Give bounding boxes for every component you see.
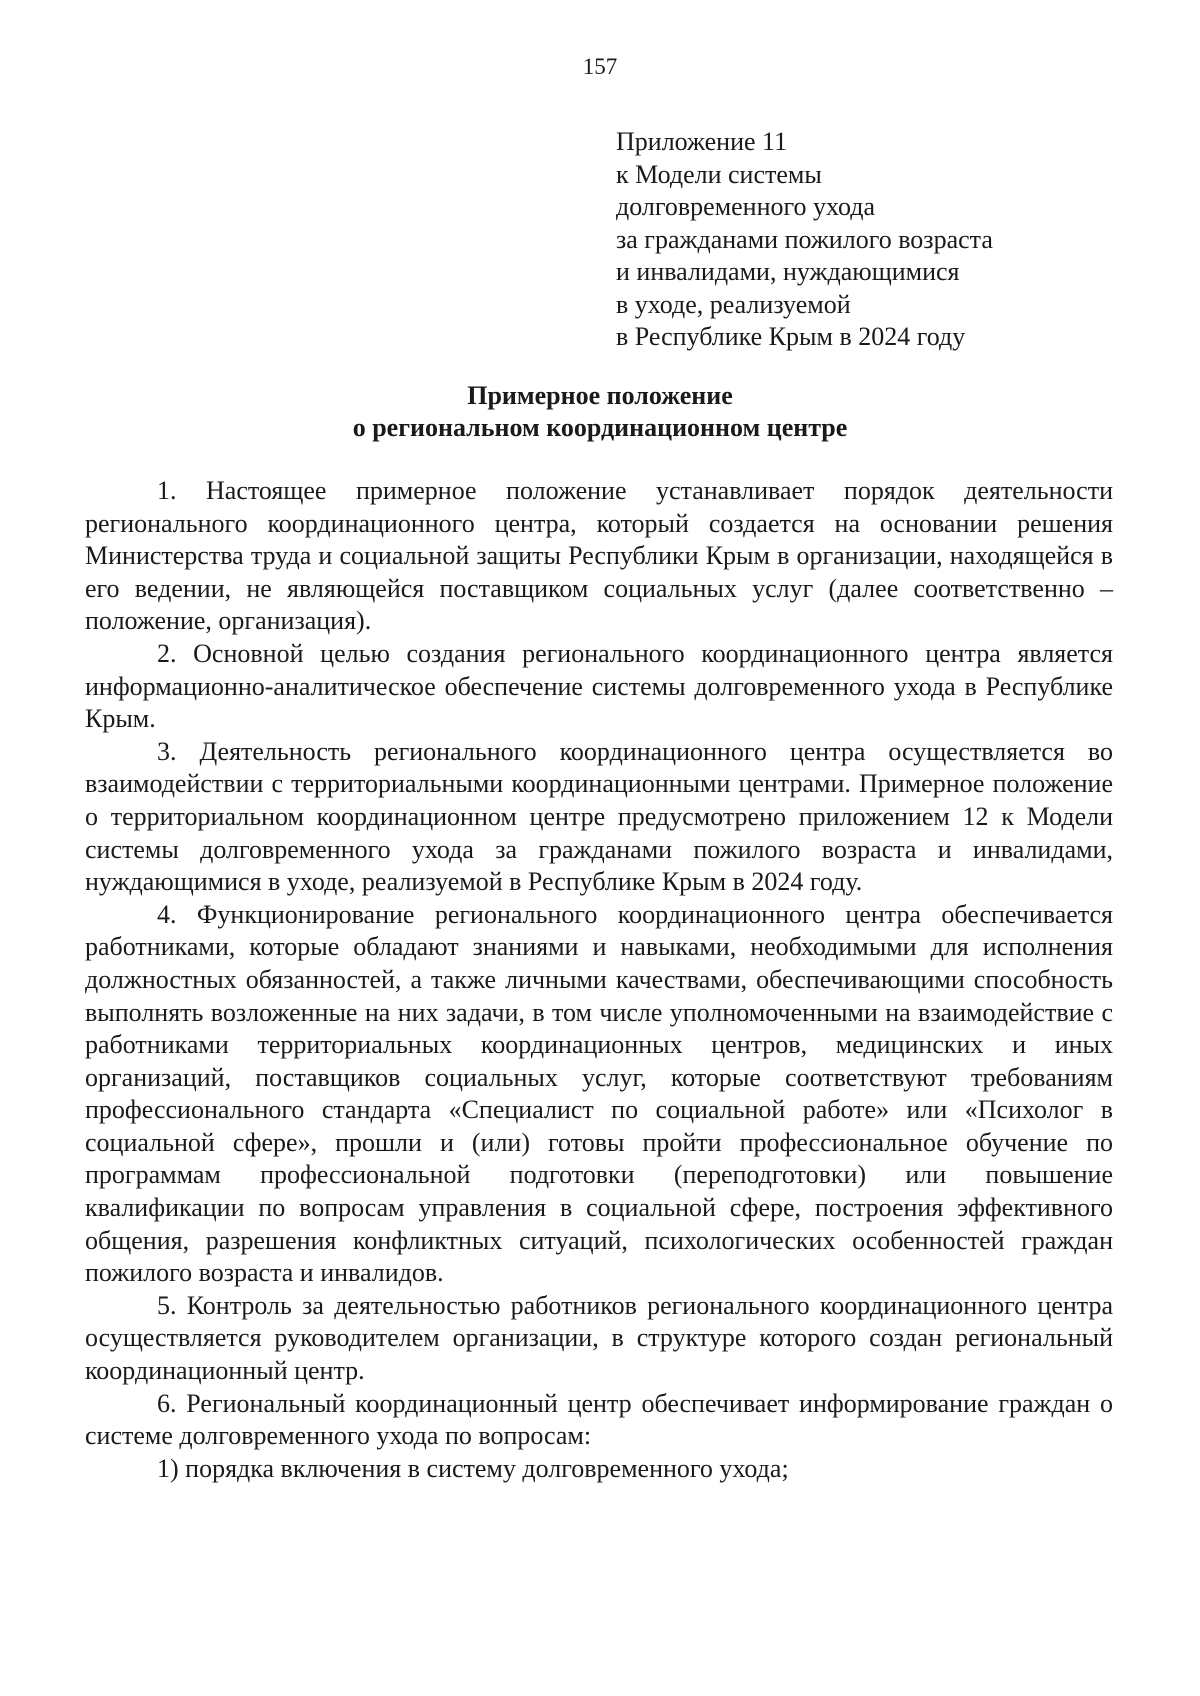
- paragraph-6: 6. Региональный координационный центр обеспечивает информирование граждан о системе долговременного ухода по вопросам:: [85, 1388, 1113, 1451]
- paragraph-3: 3. Деятельность регионального координационного центра осуществляется во взаимодействии с территориальными координационными центрами. Примерное положение о территориальном координационном центре предусмотрено приложением 12 к Модели системы долговременного ухода за гражданами пожилого возраста и инвалидами, нуждающимися в уходе, реализуемой в Республике Крым в 2024 году.: [85, 736, 1113, 897]
- appendix-line: и инвалидами, нуждающимися: [616, 257, 960, 286]
- appendix-line: Приложение 11: [616, 127, 788, 156]
- appendix-line: за гражданами пожилого возраста: [616, 224, 993, 254]
- page-number: 157: [582, 54, 618, 79]
- appendix-reference: [616, 126, 993, 354]
- paragraph-4: 4. Функционирование регионального координационного центра обеспечивается работниками, которые обладают знаниями и навыками, необходимыми для исполнения должностных обязанностей, а также личными качествами, обеспечивающими способность выполнять возложенные на них задачи, в том числе уполномоченными на взаимодействие с работниками территориальных координационных центров, медицинских и иных организаций, поставщиков социальных услуг, которые соответствуют требованиям профессионального стандарта «Специалист по социальной работе» или «Психолог в социальной сфере», прошли и (или) готовы пройти профессиональное обучение по программам профессиональной подготовки (переподготовки) или повышение квалификации по вопросам управления в социальной сфере, построения эффективного общения, разрешения конфликтных ситуаций, психологических особенностей граждан пожилого возраста и инвалидов.: [85, 899, 1113, 1288]
- appendix-line: к Модели системы: [616, 159, 822, 189]
- appendix-line: долговременного ухода: [616, 192, 876, 221]
- title-line: Примерное положение: [467, 381, 733, 410]
- paragraph-1: 1. Настоящее примерное положение устанавливает порядок деятельности регионального координационного центра, который создается на основании решения Министерства труда и социальной защиты Республики Крым в организации, находящейся в его ведении, не являющейся поставщиком социальных услуг (далее соответственно – положение, организация).: [85, 476, 1113, 636]
- paragraph-2: 2. Основной целью создания регионального координационного центра является информационно-аналитическое обеспечение системы долговременного ухода в Республике Крым.: [85, 638, 1113, 734]
- title-line: о региональном координационном центре: [352, 413, 848, 442]
- paragraph-5: 5. Контроль за деятельностью работников регионального координационного центра осуществляется руководителем организации, в структуре которого создан региональный координационный центр.: [85, 1290, 1113, 1386]
- document-title: [0, 380, 1200, 444]
- appendix-line: в Республике Крым в 2024 году: [616, 322, 966, 351]
- paragraph-6-item-1: 1) порядка включения в систему долговременного ухода;: [157, 1453, 789, 1483]
- document-body: [85, 475, 1113, 1485]
- appendix-line: в уходе, реализуемой: [616, 289, 851, 319]
